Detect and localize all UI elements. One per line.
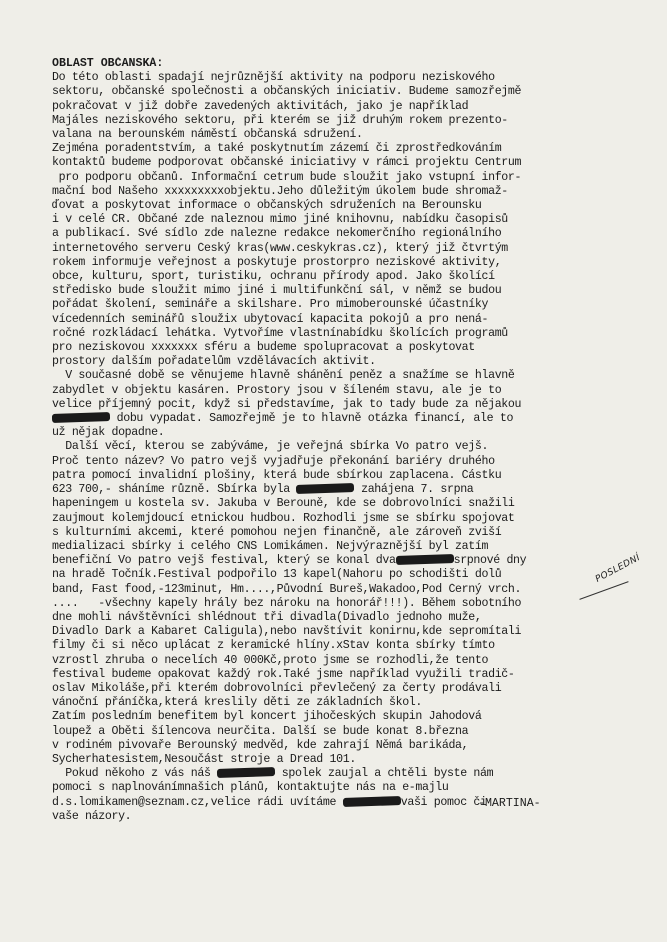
paragraph-lines	[52, 71, 642, 824]
text-line: na hradě Točník.Festival podpořilo 13 kapel(Nahoru po schodišti dolů	[52, 568, 502, 582]
text-line: Do této oblasti spadají nejrůznější aktivity na podporu neziskového	[52, 71, 495, 85]
text-line: pořádat školení, semináře a skilshare. Pro mimoberounské účastníky	[52, 298, 489, 312]
text-line: patra pomocí invalidní plošiny, která bude sbírkou zaplacena. Částku	[52, 468, 502, 482]
text-line: v rodiném pivovaře Berounský medvěd, kde zahrají Němá barikáda,	[52, 738, 469, 752]
text-line: 623 700,- sháníme různě. Sbírka byla zahájena 7. srpna	[52, 483, 474, 497]
text-line: zaujmout kolemjdoucí etnickou hudbou. Rozhodli jsme se sbírku spojovat	[52, 511, 515, 525]
text-line: vzrostl zhruba o necelích 40 000Kč,proto jsme se rozhodli,že tento	[52, 653, 489, 667]
text-line: pro podporu občanů. Informační cetrum bude sloužit jako vstupní infor-	[52, 170, 522, 184]
text-line: sektoru, občanské společnosti a občanských iniciativ. Budeme samozřejmě	[52, 85, 522, 99]
text-line: internetového serveru Český kras(www.ceskykras.cz), který již čtvrtým	[52, 241, 508, 255]
text-line: benefiční Vo patro vejš festival, který se konal dva srpnové dny	[52, 554, 527, 568]
text-line: .... -všechny kapely hrály bez nároku na honorář!!!). Během sobotního	[52, 596, 522, 610]
text-line: valana na berounském náměstí občanská sdružení.	[52, 128, 363, 142]
text-line: mační bod Našeho xxxxxxxxxobjektu.Jeho důležitým úkolem bude shromaž-	[52, 184, 508, 198]
text-line: ročné rozkládací lehátka. Vytvoříme vlastnínabídku školících programů	[52, 326, 508, 340]
typewritten-text	[52, 57, 642, 824]
text-line: a publikací. Své sídlo zde nalezne redakce nekomerčního regionálního	[52, 227, 502, 241]
text-line: V současné době se věnujeme hlavně shánění peněz a snažíme se hlavně	[52, 369, 515, 383]
text-line: Proč tento název? Vo patro vejš vyjadřuje překonání bariéry druhého	[52, 454, 495, 468]
text-line: prostory dalším pořadatelům vzdělávacích aktivit.	[52, 355, 376, 369]
text-line: vícedenních seminářů sloužix ubytovací kapacita pokojů a pro nená-	[52, 312, 489, 326]
handwritten-note: POSLEDNÍ	[594, 552, 643, 585]
text-line: obce, kulturu, sport, turistiku, ochranu přírody apod. Jako školící	[52, 270, 495, 284]
text-line: festival budeme opakovat každý rok.Také jsme například využili tradič-	[52, 667, 515, 681]
text-line: pokračovat v již dobře zavedených aktivitách, jako je například	[52, 99, 469, 113]
text-line: loupež a Oběti šílencova neurčita. Další se bude konat 8.března	[52, 724, 469, 738]
redaction-mark	[296, 483, 354, 494]
text-line: Zejména poradentstvím, a také poskytnutím zázemí či zprostředkováním	[52, 142, 502, 156]
text-line: dobu vypadat. Samozřejmě je to hlavně otázka financí, ale to	[52, 412, 642, 426]
text-line: vánoční přáníčka,která kreslily děti ze základních škol.	[52, 696, 423, 710]
redaction-mark	[52, 412, 110, 423]
text-line: ďovat a poskytovat informace o občanských sdruženích na Berounsku	[52, 199, 482, 213]
text-line: Sycherhatesistem,Nesoučást stroje a Dread 101.	[52, 752, 356, 766]
text-line: Majáles neziskového sektoru, při kterém se již druhým rokem prezento-	[52, 113, 508, 127]
text-line: Zatím posledním benefitem byl koncert jihočeských skupin Jahodová	[52, 710, 482, 724]
redaction-mark	[343, 796, 401, 807]
redaction-mark	[395, 554, 453, 565]
text-line: rokem informuje veřejnost a poskytuje prostorpro neziskové aktivity,	[52, 255, 502, 269]
text-line: hapeningem u kostela sv. Jakuba v Berouně, kde se dobrovolníci snažili	[52, 497, 515, 511]
text-line: vaše názory.	[52, 809, 132, 823]
redaction-mark	[217, 767, 275, 778]
text-line: Pokud někoho z vás náš spolek zaujal a chtěli byste nám	[52, 767, 494, 781]
text-line: i v celé ČR. Občané zde naleznou mimo jiné knihovnu, nabídku časopisů	[52, 213, 508, 227]
text-line: s kulturními akcemi, které pomohou nejen finančně, ale zároveň zviší	[52, 525, 502, 539]
text-line: středisko bude sloužit mimo jiné i multifunkční sál, v němž se budou	[52, 284, 502, 298]
text-line: pro neziskovou xxxxxxx sféru a budeme spolupracovat a poskytovat	[52, 341, 475, 355]
text-line: oslav Mikoláše,při kterém dobrovolníci převlečený za čerty prodávali	[52, 681, 502, 695]
section-title: OBLAST OBČANSKÁ:	[52, 57, 164, 70]
text-line: už nějak dopadne.	[52, 426, 165, 440]
text-line: dne mohli návštěvníci shlédnout tři divadla(Divadlo jednoho muže,	[52, 610, 482, 624]
signature: -MARTINA-	[478, 797, 541, 810]
text-line: zabydlet v objektu kasáren. Prostory jsou v šíleném stavu, ale je to	[52, 383, 502, 397]
text-line: d.s.lomikamen@seznam.cz,velice rádi uvítáme vaši pomoc či	[52, 795, 487, 809]
text-line: pomoci s naplnovánímnašich plánů, kontaktujte nás na e-majlu	[52, 781, 449, 795]
text-line: velice příjemný pocit, když si představíme, jak to tady bude za nějakou	[52, 397, 522, 411]
text-line: Divadlo Dark a Kabaret Caligula),nebo navštívit konirnu,kde sepromítali	[52, 625, 522, 639]
text-line: kontaktů budeme podporovat občanské iniciativy v rámci projektu Centrum	[52, 156, 522, 170]
text-line: band, Fast food,-123minut, Hm....,Původní Bureš,Wakadoo,Pod Černý vrch.	[52, 582, 522, 596]
text-line: Další věcí, kterou se zabýváme, je veřejná sbírka Vo patro vejš.	[52, 440, 489, 454]
text-line: filmy či si něco uplácat z keramické hlíny.xStav konta sbírky tímto	[52, 639, 495, 653]
text-line: medializaci sbírky i celého CNS Lomikámen. Nejvýraznější byl zatím	[52, 539, 489, 553]
